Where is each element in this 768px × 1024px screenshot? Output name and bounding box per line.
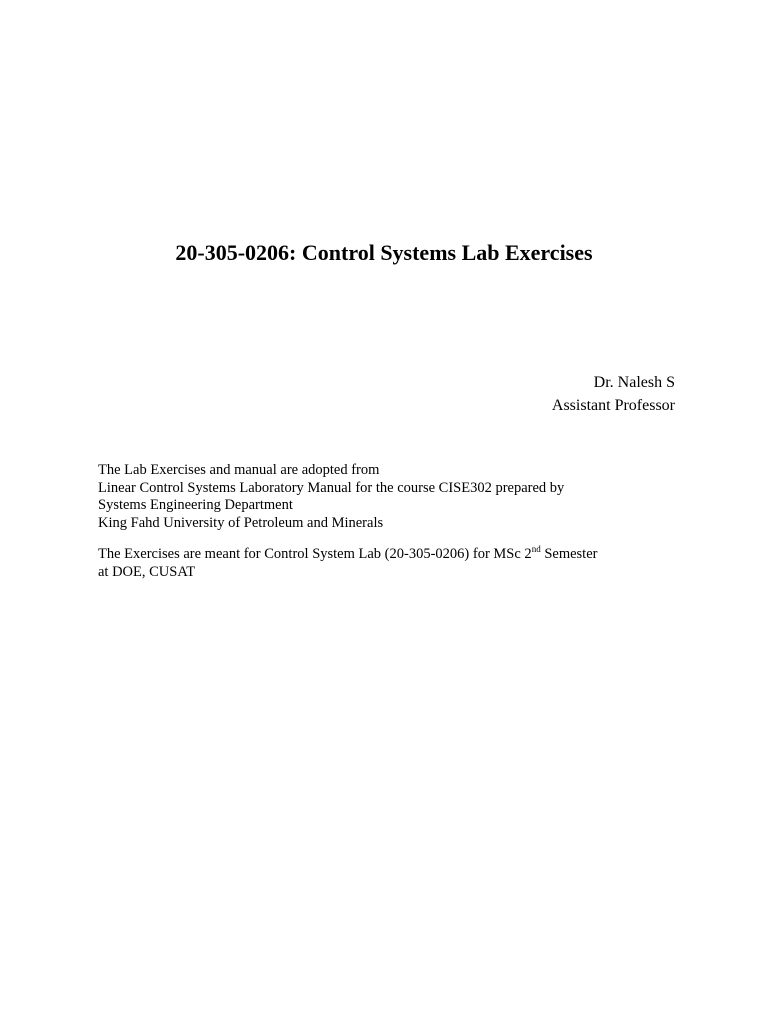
purpose-paragraph <box>98 546 597 581</box>
paragraph-line: Linear Control Systems Laboratory Manual for the course CISE302 prepared by <box>98 479 565 496</box>
paragraph-line <box>98 546 597 564</box>
paragraph-line: King Fahd University of Petroleum and Minerals <box>98 514 384 531</box>
paragraph-line: The Lab Exercises and manual are adopted from <box>98 462 380 478</box>
author-position: Assistant Professor <box>551 397 675 414</box>
paragraph-line: Systems Engineering Department <box>98 497 293 514</box>
ordinal-superscript: nd <box>531 544 541 554</box>
adoption-paragraph <box>98 462 564 532</box>
author-block <box>552 371 675 417</box>
author-name: Dr. Nalesh S <box>593 374 675 391</box>
paragraph-text: The Exercises are meant for Control System Lab (20-305-0206) for MSc 2 <box>98 546 532 562</box>
document-title: 20-305-0206: Control Systems Lab Exercises <box>175 240 593 265</box>
paragraph-text: Semester <box>540 546 598 562</box>
paragraph-line: at DOE, CUSAT <box>98 563 196 580</box>
